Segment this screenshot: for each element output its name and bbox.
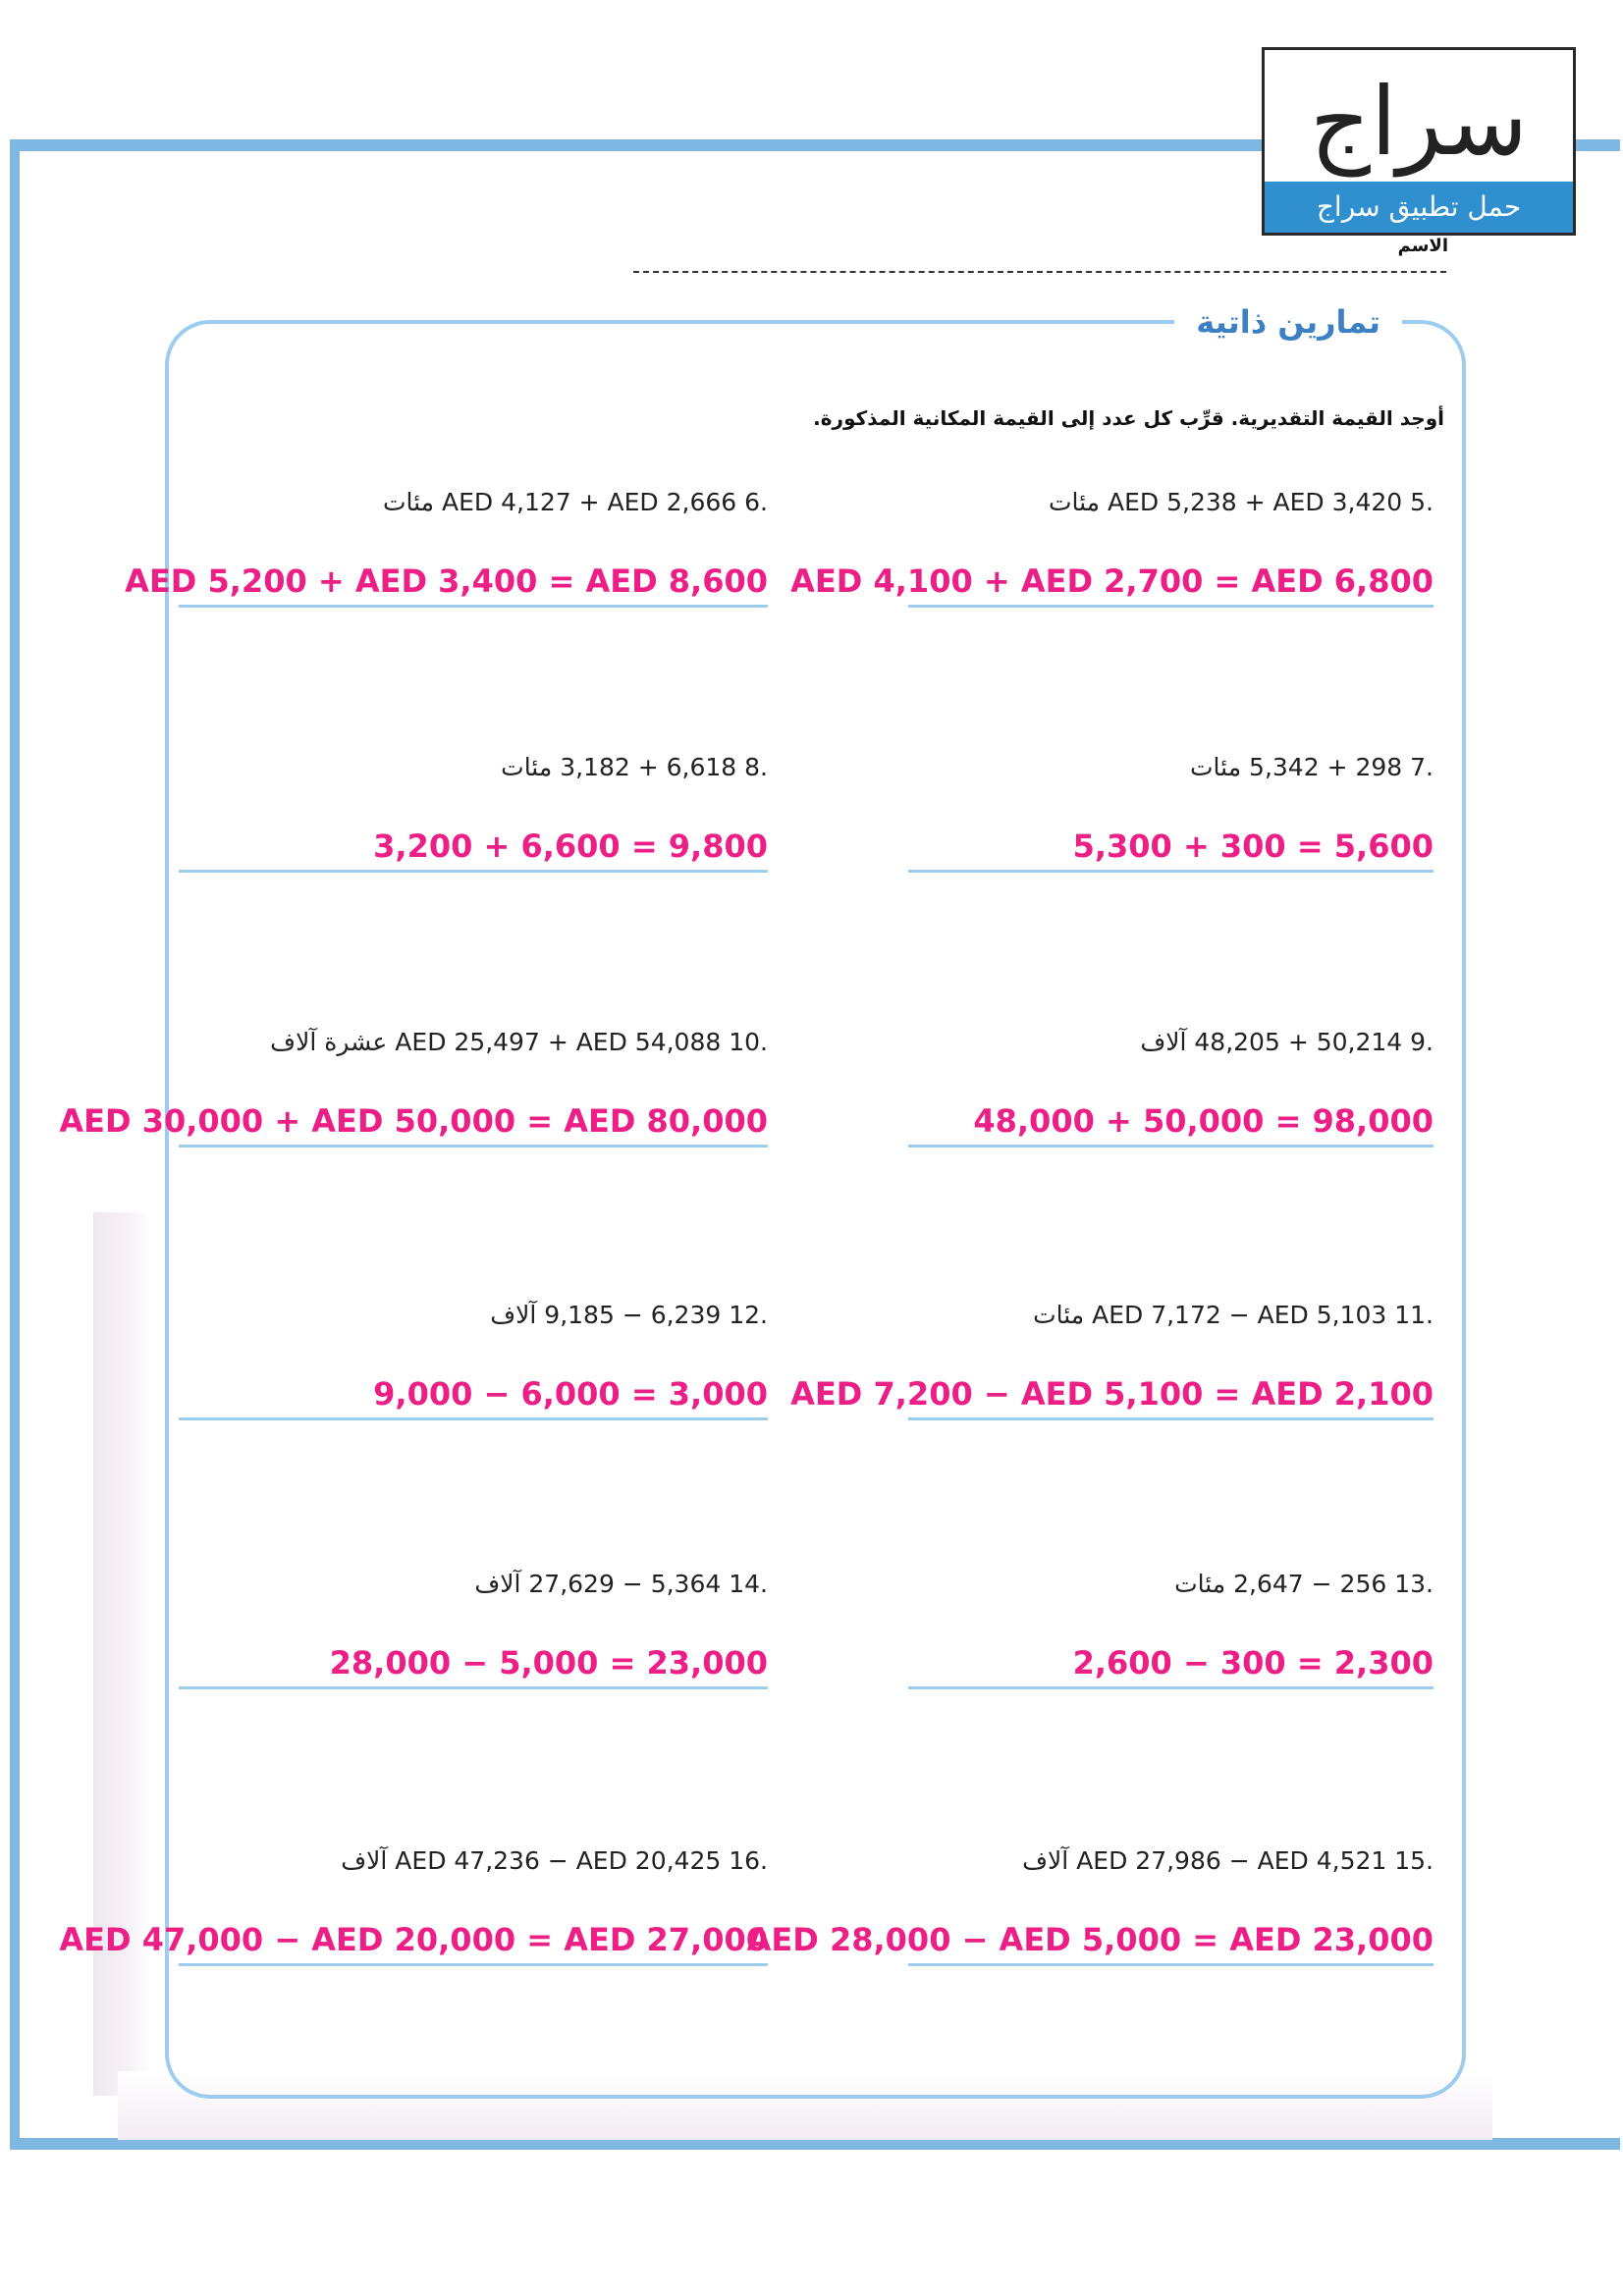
problem-number: .12 <box>729 1301 768 1329</box>
problem-expression: AED 7,172 − AED 5,103 <box>1092 1301 1387 1329</box>
problem-8 <box>159 748 768 865</box>
problem-answer: AED 30,000 + AED 50,000 = AED 80,000 <box>59 1102 768 1140</box>
problem-11 <box>790 1296 1434 1413</box>
problem-expression: AED 25,497 + AED 54,088 <box>395 1028 722 1056</box>
place-value: آلاف <box>474 1570 521 1598</box>
problem-number: .15 <box>1394 1846 1434 1875</box>
problem-expression: AED 47,236 − AED 20,425 <box>395 1846 722 1875</box>
problem-number: .10 <box>729 1028 768 1056</box>
answer-line[interactable] <box>908 1686 1434 1689</box>
problem-prompt <box>825 1023 1434 1062</box>
problem-number: .11 <box>1394 1301 1434 1329</box>
place-value: مئات <box>1033 1301 1085 1329</box>
name-field-line[interactable] <box>633 271 1446 273</box>
problem-number: .5 <box>1410 488 1434 516</box>
place-value: مئات <box>382 488 435 516</box>
problem-number: .14 <box>729 1570 768 1598</box>
answer-line[interactable] <box>908 1963 1434 1966</box>
problem-answer: 3,200 + 6,600 = 9,800 <box>373 828 768 865</box>
problem-prompt <box>825 1565 1434 1604</box>
page-shadow <box>93 1212 152 2096</box>
place-value: آلاف <box>341 1846 388 1875</box>
problem-number: .8 <box>744 753 768 781</box>
problem-14 <box>159 1565 768 1682</box>
problem-answer: AED 28,000 − AED 5,000 = AED 23,000 <box>746 1921 1434 1958</box>
problem-5 <box>790 483 1434 600</box>
problem-expression: 48,205 + 50,214 <box>1194 1028 1403 1056</box>
answer-line[interactable] <box>908 1145 1434 1148</box>
problem-number: .6 <box>744 488 768 516</box>
problem-answer: 28,000 − 5,000 = 23,000 <box>329 1644 768 1682</box>
problem-expression: 5,342 + 298 <box>1249 753 1403 781</box>
place-value: آلاف <box>1022 1846 1069 1875</box>
problem-answer: 9,000 − 6,000 = 3,000 <box>373 1375 768 1413</box>
answer-line[interactable] <box>179 605 768 608</box>
problem-answer: AED 5,200 + AED 3,400 = AED 8,600 <box>125 562 768 600</box>
problem-prompt <box>825 1842 1434 1881</box>
section-title: تمارين ذاتية <box>1174 300 1402 344</box>
problem-number: .7 <box>1410 753 1434 781</box>
problem-expression: AED 27,986 − AED 4,521 <box>1076 1846 1387 1875</box>
problem-prompt <box>825 483 1434 522</box>
problem-number: .9 <box>1410 1028 1434 1056</box>
problem-expression: 27,629 − 5,364 <box>528 1570 722 1598</box>
problem-expression: 2,647 − 256 <box>1233 1570 1387 1598</box>
answer-line[interactable] <box>908 1417 1434 1420</box>
siraj-logo <box>1262 47 1576 236</box>
place-value: عشرة آلاف <box>270 1028 388 1056</box>
problem-prompt <box>159 1565 768 1604</box>
problem-7 <box>825 748 1434 865</box>
problem-prompt <box>159 1023 768 1062</box>
answer-line[interactable] <box>179 870 768 873</box>
answer-line[interactable] <box>179 1145 768 1148</box>
problem-prompt <box>825 748 1434 787</box>
place-value: مئات <box>501 753 553 781</box>
problem-answer: 48,000 + 50,000 = 98,000 <box>973 1102 1434 1140</box>
place-value: مئات <box>1190 753 1242 781</box>
problem-prompt <box>159 748 768 787</box>
answer-line[interactable] <box>179 1963 768 1966</box>
problem-answer: 5,300 + 300 = 5,600 <box>1072 828 1434 865</box>
problem-number: .13 <box>1394 1570 1434 1598</box>
name-label: الاسم <box>1397 236 1448 256</box>
problem-answer: AED 4,100 + AED 2,700 = AED 6,800 <box>790 562 1434 600</box>
answer-line[interactable] <box>908 605 1434 608</box>
place-value: آلاف <box>490 1301 537 1329</box>
problem-16 <box>59 1842 768 1958</box>
problem-prompt <box>159 1842 768 1881</box>
problem-answer: AED 7,200 − AED 5,100 = AED 2,100 <box>790 1375 1434 1413</box>
problem-12 <box>159 1296 768 1413</box>
problem-expression: 3,182 + 6,618 <box>560 753 737 781</box>
logo-tagline: حمل تطبيق سراج <box>1265 182 1573 233</box>
problem-10 <box>59 1023 768 1140</box>
place-value: آلاف <box>1140 1028 1187 1056</box>
answer-line[interactable] <box>179 1417 768 1420</box>
problem-prompt <box>825 1296 1434 1335</box>
problem-answer: 2,600 − 300 = 2,300 <box>1072 1644 1434 1682</box>
answer-line[interactable] <box>908 870 1434 873</box>
problem-13 <box>825 1565 1434 1682</box>
problem-expression: AED 4,127 + AED 2,666 <box>442 488 737 516</box>
problem-expression: 9,185 − 6,239 <box>544 1301 722 1329</box>
problem-number: .16 <box>729 1846 768 1875</box>
instruction-text: أوجد القيمة التقديرية. قرِّب كل عدد إلى القيمة المكانية المذكورة. <box>813 406 1444 430</box>
answer-line[interactable] <box>179 1686 768 1689</box>
problem-answer: AED 47,000 − AED 20,000 = AED 27,000 <box>59 1921 768 1958</box>
place-value: مئات <box>1048 488 1101 516</box>
problem-6 <box>125 483 768 600</box>
problem-prompt <box>159 1296 768 1335</box>
problem-9 <box>825 1023 1434 1140</box>
logo-wordmark: سراج <box>1309 67 1529 177</box>
place-value: مئات <box>1174 1570 1226 1598</box>
problem-expression: AED 5,238 + AED 3,420 <box>1108 488 1403 516</box>
problem-prompt <box>159 483 768 522</box>
